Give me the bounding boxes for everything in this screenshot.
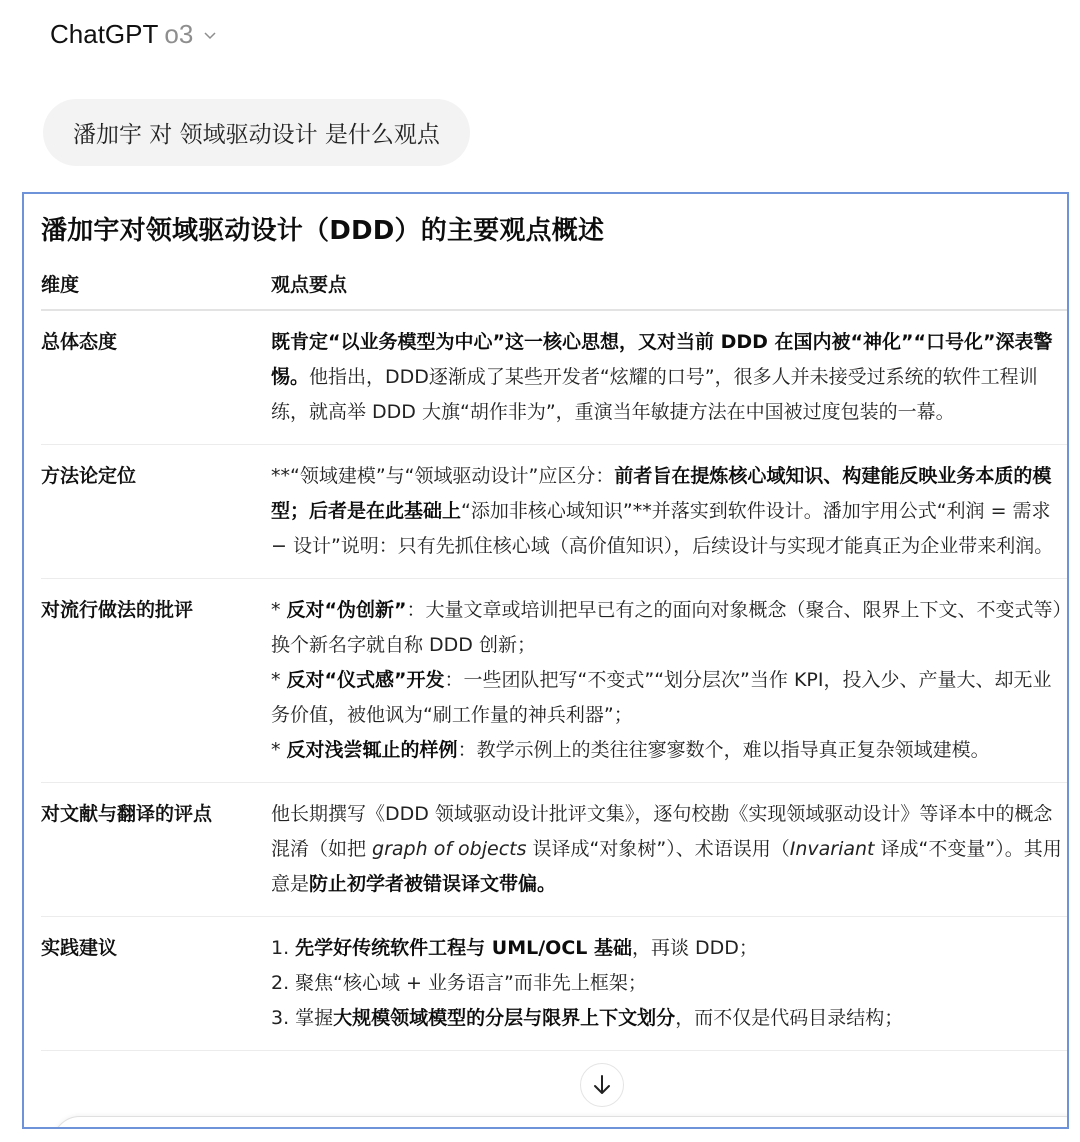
bullet-marker: * [271,669,287,691]
scroll-to-bottom-button[interactable] [580,1063,624,1107]
numbered-item [271,966,1067,1001]
table-row [41,917,1069,1051]
row-points-bold: 前者旨在提炼核心域知识、构建能反映业务本质的模型；后者是在此基础上 [271,465,1052,522]
item-text: ，而不仅是代码目录结构； [675,1007,904,1029]
bullet-item [271,593,1067,663]
row-points-text: 他长期撰写《DDD 领域驱动设计批评文集》，逐句校勘《实现领域驱动设计》等译本中的概念混淆（如把 [271,803,1053,860]
row-points-text: “添加非核心域知识”**并落实到软件设计。潘加宇用公式“利润 = 需求 − 设计”说明：只有先抓住核心域（高价值知识），后续设计与实现才能真正为企业带来利润。 [271,500,1054,557]
bullet-text: ：大量文章或培训把早已有之的面向对象概念（聚合、限界上下文、不变式等）换个新名字就自称 DDD 创新； [271,599,1063,656]
bullet-item [271,663,1067,733]
row-points-bold: 防止初学者被错误译文带偏。 [309,873,557,895]
row-points-italic: graph of objects [372,838,527,860]
row-points [271,917,1069,1051]
item-marker: 2. [271,972,296,994]
user-message-text: 潘加宇 对 领域驱动设计 是什么观点 [73,122,440,148]
numbered-item [271,931,1067,966]
row-dimension: 对流行做法的批评 [41,579,271,783]
bullet-text: ：教学示例上的类往往寥寥数个，难以指导真正复杂领域建模。 [457,739,990,761]
row-points-text: 他指出，DDD逐渐成了某些开发者“炫耀的口号”，很多人并未接受过系统的软件工程训练，就高举 DDD 大旗“胡作非为”，重演当年敏捷方法在中国被过度包装的一幕。 [271,366,1038,423]
views-table [41,260,1069,1051]
row-dimension: 方法论定位 [41,445,271,579]
row-points-text: 译成“不变量”）。其用意是 [271,838,1062,895]
bullet-text: ：一些团队把写“不变式”“划分层次”当作 KPI，投入少、产量大、却无业务价值，被他讽为“刷工作量的神兵利器”； [271,669,1052,726]
message-composer[interactable] [52,1116,1069,1129]
model-selector[interactable] [50,14,217,54]
row-points-italic: Invariant [789,838,875,860]
item-marker: 3. 掌握 [271,1007,334,1029]
bullet-bold: 反对“仪式感”开发 [286,669,445,691]
row-points [271,579,1069,783]
table-row [41,310,1069,445]
bullet-bold: 反对“伪创新” [286,599,407,621]
item-marker: 1. [271,937,296,959]
item-text: ，再谈 DDD； [632,937,758,959]
column-header-points: 观点要点 [271,260,1069,310]
row-points [271,445,1069,579]
table-row [41,579,1069,783]
row-points [271,310,1069,445]
user-message-bubble [43,99,470,166]
assistant-answer [22,192,1069,1129]
arrow-down-icon [592,1074,612,1096]
item-text: 聚焦“核心域 + 业务语言”而非先上框架； [295,972,647,994]
row-points-text: **“领域建模”与“领域驱动设计”应区分： [271,465,615,487]
row-dimension: 总体态度 [41,310,271,445]
row-dimension: 实践建议 [41,917,271,1051]
item-bold: 先学好传统软件工程与 UML/OCL 基础 [295,937,632,959]
numbered-item [271,1001,1067,1036]
column-header-dimension: 维度 [41,260,271,310]
bullet-marker: * [271,739,287,761]
bullet-item [271,733,1067,768]
table-row [41,445,1069,579]
item-bold: 大规模领域模型的分层与限界上下文划分 [333,1007,676,1029]
row-points-text: 误译成“对象树”）、术语误用（ [526,838,790,860]
row-dimension: 对文献与翻译的评点 [41,783,271,917]
app-name: ChatGPT [50,18,159,49]
answer-title: 潘加宇对领域驱动设计（DDD）的主要观点概述 [41,216,605,246]
row-points [271,783,1069,917]
bullet-bold: 反对浅尝辄止的样例 [286,739,458,761]
row-points-bold: 既肯定“以业务模型为中心”这一核心思想，又对当前 DDD 在国内被“神化”“口号化”深表警惕。 [271,331,1053,388]
bullet-marker: * [271,599,287,621]
table-row [41,783,1069,917]
model-name: o3 [164,18,194,49]
chevron-down-icon [203,28,217,42]
table-header-row [41,260,1069,310]
